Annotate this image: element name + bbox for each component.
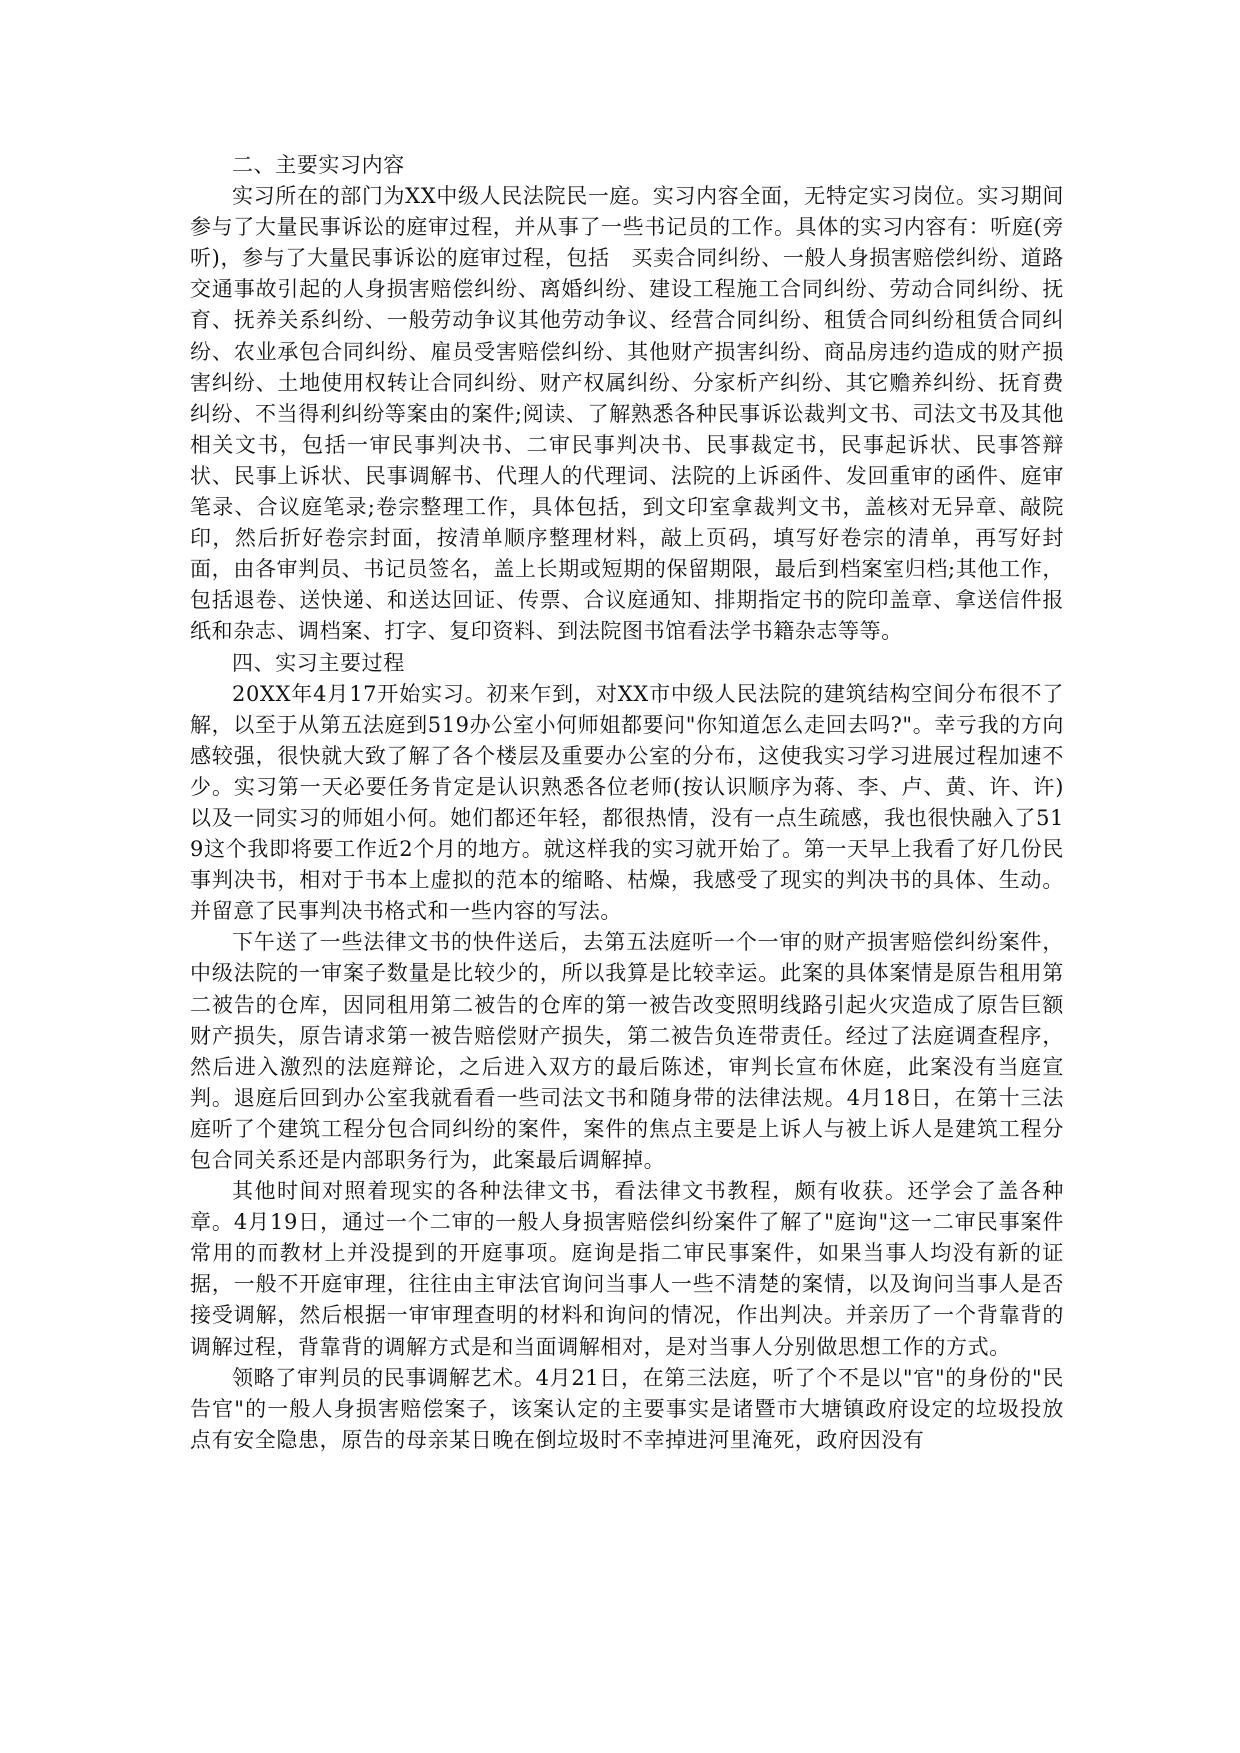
section-heading-main-content: 二、主要实习内容 bbox=[232, 153, 405, 177]
paragraph-internship-content: 实习所在的部门为XX中级人民法院民一庭。实习内容全面，无特定实习岗位。实习期间参与了大量民事诉讼的庭审过程，并从事了一些书记员的工作。具体的实习内容有：听庭(旁听)，参与了大量民事诉讼的庭审过程，包括 买卖合同纠纷、一般人身损害赔偿纠纷、道路交通事故引起的人身损害赔偿纠纷、离婚纠纷、建设工程施工合同纠纷、劳动合同纠纷、抚育、抚养关系纠纷、一般劳动争议其他劳动争议、经营合同纠纷、租赁合同纠纷租赁合同纠纷、农业承包合同纠纷、雇员受害赔偿纠纷、其他财产损害纠纷、商品房违约造成的财产损害纠纷、土地使用权转让合同纠纷、财产权属纠纷、分家析产纠纷、其它赡养纠纷、抚育费纠纷、不当得利纠纷等案由的案件;阅读、了解熟悉各种民事诉讼裁判文书、司法文书及其他相关文书，包括一审民事判决书、二审民事判决书、民事裁定书，民事起诉状、民事答辩状、民事上诉状、民事调解书、代理人的代理词、法院的上诉函件、发回重审的函件、庭审笔录、合议庭笔录;卷宗整理工作，具体包括，到文印室拿裁判文书，盖核对无异章、敲院印，然后折好卷宗封面，按清单顺序整理材料，敲上页码，填写好卷宗的清单，再写好封面，由各审判员、书记员签名，盖上长期或短期的保留期限，最后到档案室归档;其他工作，包括退卷、送快递、和送达回证、传票、合议庭通知、排期指定书的院印盖章、拿送信件报纸和杂志、调档案、打字、复印资料、到法院图书馆看法学书籍杂志等等。 bbox=[190, 184, 1064, 644]
paragraph-mediation-art: 领略了审判员的民事调解艺术。4月21日，在第三法庭，听了个不是以"官"的身份的"民告官"的一般人身损害赔偿案子，该案认定的主要事实是诸暨市大塘镇政府设定的垃圾投放点有安全隐患，原告的母亲某日晚在倒垃圾时不幸掉进河里淹死，政府因没有 bbox=[190, 1365, 1064, 1452]
paragraph-first-day: 20XX年4月17开始实习。初来乍到，对XX市中级人民法院的建筑结构空间分布很不了解，以至于从第五法庭到519办公室小何师姐都要问"你知道怎么走回去吗?"。幸亏我的方向感较强，很快就大致了解了各个楼层及重要办公室的分布，这使我实习学习进展过程加速不少。实习第一天必要任务肯定是认识熟悉各位老师(按认识顺序为蒋、李、卢、黄、许、许)以及一同实习的师姐小何。她们都还年轻，都很热情，没有一点生疏感，我也很快融入了519这个我即将要工作近2个月的地方。就这样我的实习就开始了。第一天早上我看了好几份民事判决书，相对于书本上虚拟的范本的缩略、枯燥，我感受了现实的判决书的具体、生动。并留意了民事判决书格式和一些内容的写法。 bbox=[190, 681, 1064, 924]
paragraph-other-time: 其他时间对照着现实的各种法律文书，看法律文书教程，颇有收获。还学会了盖各种章。4月19日，通过一个二审的一般人身损害赔偿纠纷案件了解了"庭询"这一二审民事案件常用的而教材上并没提到的开庭事项。庭询是指二审民事案件，如果当事人均没有新的证据，一般不开庭审理，往往由主审法官询问当事人一些不清楚的案情，以及询问当事人是否接受调解，然后根据一审审理查明的材料和询问的情况，作出判决。并亲历了一个背靠背的调解过程，背靠背的调解方式是和当面调解相对，是对当事人分别做思想工作的方式。 bbox=[190, 1179, 1064, 1359]
section-heading-main-process: 四、实习主要过程 bbox=[232, 650, 405, 675]
paragraph-afternoon-hearing: 下午送了一些法律文书的快件送后，去第五法庭听一个一审的财产损害赔偿纠纷案件，中级法院的一审案子数量是比较少的，所以我算是比较幸运。此案的具体案情是原告租用第二被告的仓库，因同租用第二被告的仓库的第一被告改变照明线路引起火灾造成了原告巨额财产损失，原告请求第一被告赔偿财产损失，第二被告负连带责任。经过了法庭调查程序，然后进入激烈的法庭辩论，之后进入双方的最后陈述，审判长宣布休庭，此案没有当庭宣判。退庭后回到办公室我就看看一些司法文书和随身带的法律法规。4月18日，在第十三法庭听了个建筑工程分包合同纠纷的案件，案件的焦点主要是上诉人与被上诉人是建筑工程分包合同关系还是内部职务行为，此案最后调解掉。 bbox=[190, 930, 1064, 1172]
document-page bbox=[190, 150, 1064, 1456]
